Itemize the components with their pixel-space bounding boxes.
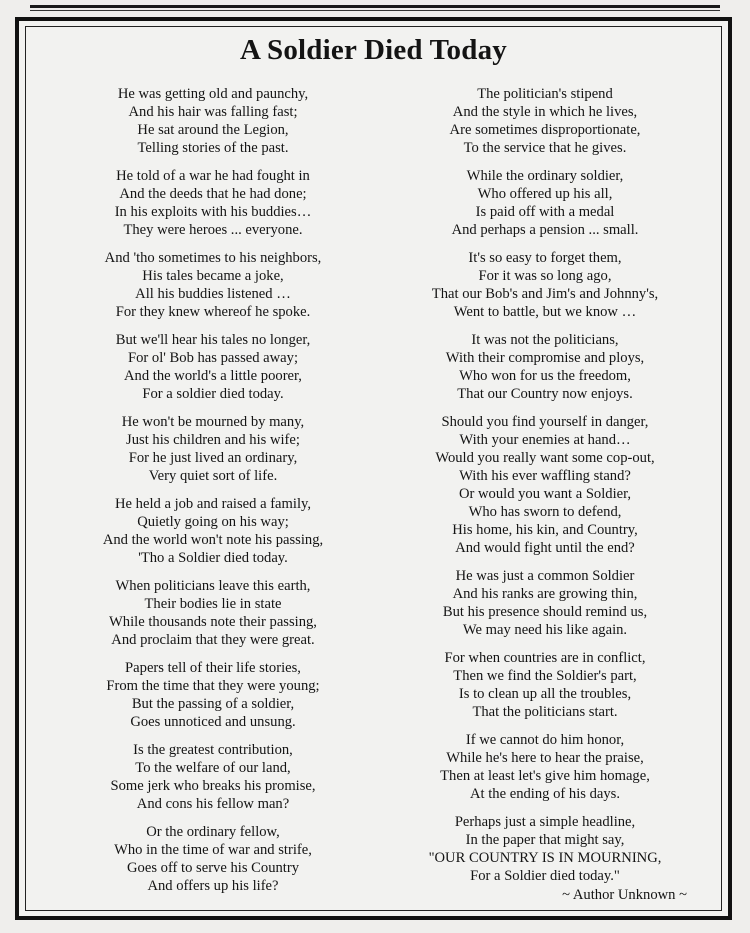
stanza <box>59 495 367 567</box>
right-column <box>391 85 699 895</box>
poem-line: While the ordinary soldier, <box>466 168 624 184</box>
poem-line: It's so easy to forget them, <box>468 250 622 266</box>
stanza <box>391 167 699 239</box>
poem-line: Is paid off with a medal <box>475 204 615 220</box>
stanza <box>59 85 367 157</box>
stanza <box>391 813 699 885</box>
poem-line: That our Bob's and Jim's and Johnny's, <box>431 286 659 302</box>
poem-line: With your enemies at hand… <box>459 432 631 448</box>
poem-line: For a Soldier died today." <box>470 868 620 884</box>
stanza <box>59 577 367 649</box>
poem-line: Very quiet sort of life. <box>148 468 278 484</box>
stanza <box>59 823 367 895</box>
poem-line: While thousands note their passing, <box>109 614 317 630</box>
poem-line: His home, his kin, and Country, <box>452 522 638 538</box>
poem-line: And proclaim that they were great. <box>111 632 315 648</box>
poem-line: Then at least let's give him homage, <box>440 768 650 784</box>
poem-line: He sat around the Legion, <box>137 122 289 138</box>
stanza <box>59 413 367 485</box>
poem-line: For they knew whereof he spoke. <box>115 304 311 320</box>
poem-line: When politicians leave this earth, <box>115 578 311 594</box>
poem-line: At the ending of his days. <box>470 786 620 802</box>
stanza <box>391 413 699 557</box>
left-column <box>59 85 367 905</box>
stanza <box>391 331 699 403</box>
poem-line: The politician's stipend <box>477 86 613 102</box>
poem-line: But the passing of a soldier, <box>131 696 295 712</box>
poem-line: It was not the politicians, <box>471 332 619 348</box>
poem-line: They were heroes ... everyone. <box>123 222 303 238</box>
poem-line: And the style in which he lives, <box>452 104 638 120</box>
poem-line: For it was so long ago, <box>478 268 612 284</box>
poem-line: His tales became a joke, <box>142 268 284 284</box>
poem-line: For ol' Bob has passed away; <box>127 350 299 366</box>
poem-line: Goes unnoticed and unsung. <box>130 714 296 730</box>
poem-line: But we'll hear his tales no longer, <box>115 332 311 348</box>
poem-line: Who offered up his all, <box>477 186 613 202</box>
stanza <box>59 167 367 239</box>
poem-line: For he just lived an ordinary, <box>128 450 298 466</box>
poem-line: And 'tho sometimes to his neighbors, <box>104 250 322 266</box>
poem-line: Papers tell of their life stories, <box>125 660 301 676</box>
poem-line: Just his children and his wife; <box>126 432 300 448</box>
author-signature: ~ Author Unknown ~ <box>562 887 687 903</box>
poem-line: Would you really want some cop-out, <box>435 450 655 466</box>
poem-line: And his hair was falling fast; <box>128 104 298 120</box>
poem-line: He held a job and raised a family, <box>115 496 311 512</box>
poem-line: In the paper that might say, <box>465 832 625 848</box>
top-rule-thin <box>30 10 720 11</box>
poem-line: Went to battle, but we know … <box>453 304 637 320</box>
poem-line: 'Tho a Soldier died today. <box>138 550 288 566</box>
stanza <box>391 649 699 721</box>
poem-line: Are sometimes disproportionate, <box>449 122 641 138</box>
poem-line: And the world won't note his passing, <box>102 532 324 548</box>
poem-line: And cons his fellow man? <box>136 796 290 812</box>
poem-line: Who in the time of war and strife, <box>114 842 312 858</box>
poem-line: To the welfare of our land, <box>135 760 291 776</box>
poem-line: And the world's a little poorer, <box>124 368 302 384</box>
poem-line: Who has sworn to defend, <box>468 504 622 520</box>
stanza <box>391 249 699 321</box>
stanza <box>59 741 367 813</box>
poem-line: We may need his like again. <box>462 622 628 638</box>
stanza <box>59 659 367 731</box>
top-rule-thick <box>30 5 720 8</box>
poem-line: Should you find yourself in danger, <box>441 414 649 430</box>
poem-line: Then we find the Soldier's part, <box>453 668 637 684</box>
poem-line: From the time that they were young; <box>106 678 320 694</box>
poem-line: For a soldier died today. <box>142 386 284 402</box>
poem-line: Who won for us the freedom, <box>459 368 631 384</box>
poem-line: He won't be mourned by many, <box>121 414 305 430</box>
poem-line: He was getting old and paunchy, <box>117 86 309 102</box>
poem-line: Perhaps just a simple headline, <box>454 814 636 830</box>
poem-line: He was just a common Soldier <box>455 568 635 584</box>
poem-frame <box>15 17 732 920</box>
poem-line: For when countries are in conflict, <box>444 650 646 666</box>
poem-line: Some jerk who breaks his promise, <box>110 778 316 794</box>
poem-inner-border <box>25 26 722 911</box>
poem-line: And would fight until the end? <box>455 540 635 556</box>
poem-line: That the politicians start. <box>472 704 618 720</box>
poem-line: To the service that he gives. <box>463 140 627 156</box>
poem-line: He told of a war he had fought in <box>116 168 310 184</box>
stanza <box>391 567 699 639</box>
poem-line: With his ever waffling stand? <box>459 468 631 484</box>
poem-title: A Soldier Died Today <box>240 34 507 66</box>
poem-line: That our Country now enjoys. <box>457 386 633 402</box>
poem-line: But his presence should remind us, <box>442 604 648 620</box>
poem-line: And perhaps a pension ... small. <box>451 222 639 238</box>
poem-line: Is the greatest contribution, <box>133 742 293 758</box>
poem-line: Or would you want a Soldier, <box>458 486 632 502</box>
poem-line: And the deeds that he had done; <box>119 186 307 202</box>
poem-line: Their bodies lie in state <box>144 596 282 612</box>
stanza <box>391 85 699 157</box>
poem-line: Or the ordinary fellow, <box>146 824 280 840</box>
poem-line: All his buddies listened … <box>135 286 291 302</box>
poem-line: In his exploits with his buddies… <box>114 204 312 220</box>
poem-line: Quietly going on his way; <box>137 514 289 530</box>
poem-line: Is to clean up all the troubles, <box>458 686 632 702</box>
poem-line: "OUR COUNTRY IS IN MOURNING, <box>428 850 662 866</box>
poem-line: And his ranks are growing thin, <box>452 586 638 602</box>
poem-line: While he's here to hear the praise, <box>446 750 644 766</box>
poem-line: With their compromise and ploys, <box>445 350 645 366</box>
stanza <box>59 331 367 403</box>
poem-line: Telling stories of the past. <box>137 140 289 156</box>
stanza <box>391 731 699 803</box>
stanza <box>59 249 367 321</box>
poem-line: If we cannot do him honor, <box>465 732 625 748</box>
poem-line: And offers up his life? <box>147 878 279 894</box>
poem-line: Goes off to serve his Country <box>127 860 299 876</box>
